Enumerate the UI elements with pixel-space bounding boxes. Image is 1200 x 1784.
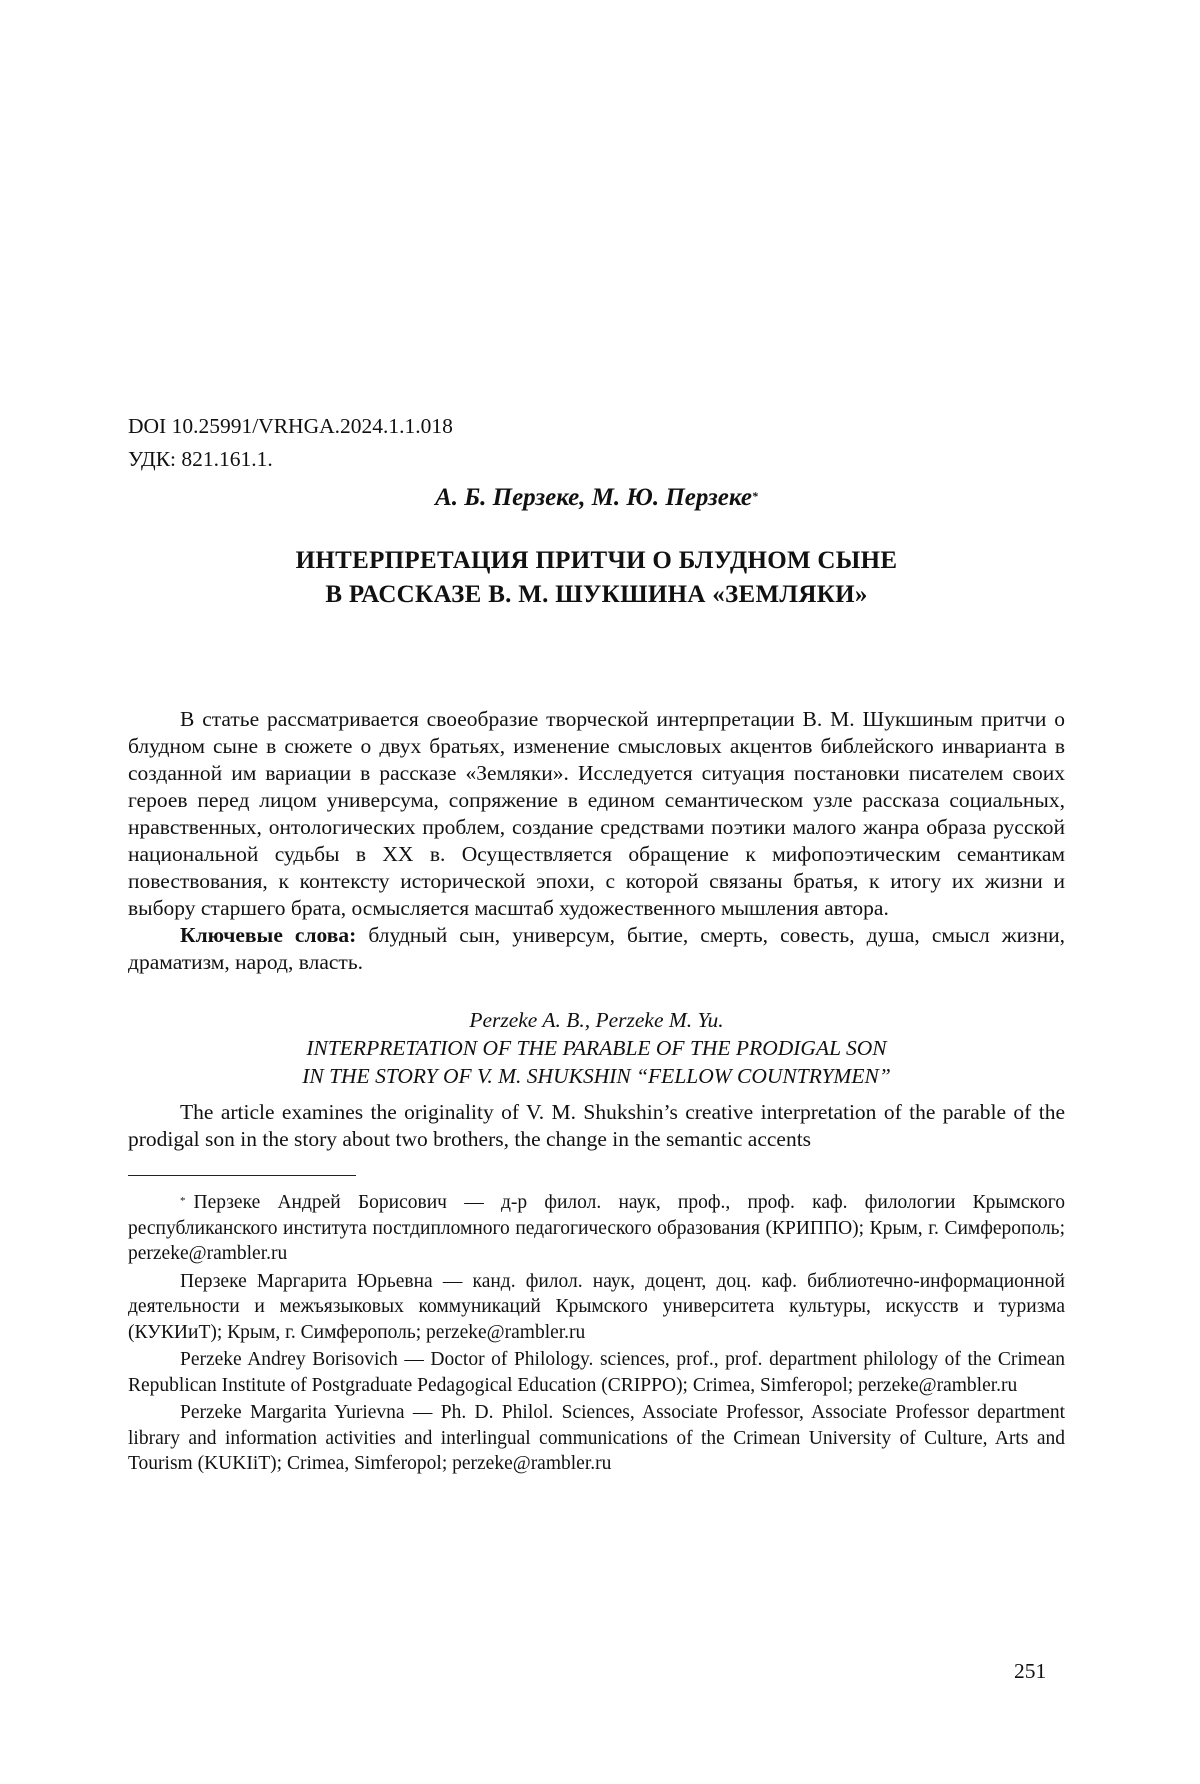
- doi-line: DOI 10.25991/VRHGA.2024.1.1.018: [128, 414, 453, 438]
- abstract-ru-text: В статье рассматривается своеобразие творческой интерпретации В. М. Шукшиным притчи о блудном сыне в сюжете о двух братьях, изменение смысловых акцентов библейского инварианта в созданной им вариации в рассказе «Земляки». Исследуется ситуация постановки писателем своих героев перед лицом универсума, сопряжение в едином семантическом узле рассказа социальных, нравственных, онтологических проблем, создание средствами поэтики малого жанра образа русской национальной судьбы в XX в. Осуществляется обращение к мифопоэтическим семантикам повествования, к контексту исторической эпохи, с которой связаны братья, к итогу их жизни и выбору старшего брата, осмысляется масштаб художественного мышления автора.: [128, 707, 1065, 920]
- footnote-item: [128, 1400, 1065, 1477]
- authors-footnote-mark: *: [751, 489, 758, 503]
- abstract-ru: [128, 706, 1065, 976]
- authors-names: А. Б. Перзеке, М. Ю. Перзеке: [435, 484, 752, 511]
- footnote-mark: *: [180, 1195, 186, 1207]
- footnote-text: Перзеке Маргарита Юрьевна — канд. филол. наук, доцент, доц. каф. библиотечно-информационной деятельности и межъязыковых коммуникаций Крымского университета культуры, искусств и туризма (КУКИиТ); Крым, г. Симферополь; perzeke@rambler.ru: [128, 1270, 1065, 1343]
- english-title-line-2: IN THE STORY OF V. M. SHUKSHIN “FELLOW COUNTRYMEN”: [302, 1064, 891, 1088]
- keywords-text: блудный сын, универсум, бытие, смерть, совесть, душа, смысл жизни, драматизм, народ, власть.: [128, 923, 1065, 974]
- english-authors: Perzeke A. B., Perzeke M. Yu.: [469, 1008, 724, 1032]
- footnotes: [128, 1190, 1065, 1477]
- footnote-item: [128, 1190, 1065, 1267]
- page-number: 251: [1014, 1659, 1047, 1683]
- footnote-text: Перзеке Андрей Борисович — д-р филол. наук, проф., проф. каф. филологии Крымского республиканского института постдипломного педагогического образования (КРИППО); Крым, г. Симферополь; perzeke@rambler.ru: [128, 1192, 1065, 1264]
- english-title-line-1: INTERPRETATION OF THE PARABLE OF THE PRODIGAL SON: [306, 1036, 887, 1060]
- english-abstract: [128, 1099, 1065, 1153]
- footnote-item: [128, 1347, 1065, 1398]
- title-line-2: В РАССКАЗЕ В. М. ШУКШИНА «ЗЕМЛЯКИ»: [325, 581, 868, 608]
- footnote-text: Perzeke Andrey Borisovich — Doctor of Philology. sciences, prof., prof. department philology of the Crimean Republican Institute of Postgraduate Pedagogical Education (CRIPPO); Crimea, Simferopol; perzeke@rambler.ru: [128, 1349, 1065, 1396]
- authors-line: [128, 482, 1065, 514]
- udk-line: УДК: 821.161.1.: [128, 447, 273, 471]
- footnote-text: Perzeke Margarita Yurievna — Ph. D. Philol. Sciences, Associate Professor, Associate Professor department library and information activities and interlingual communications of the Crimean University of Culture, Arts and Tourism (KUKIiT); Crimea, Simferopol; perzeke@rambler.ru: [128, 1402, 1065, 1474]
- keywords-label: Ключевые слова:: [180, 923, 357, 947]
- english-abstract-text: The article examines the originality of V. M. Shukshin’s creative interpretation of the parable of the prodigal son in the story about two brothers, the change in the semantic accents: [128, 1100, 1065, 1151]
- article-title: [128, 544, 1065, 612]
- keywords-paragraph: [128, 922, 1065, 976]
- english-header: [128, 1006, 1065, 1090]
- footnote-divider: [128, 1175, 356, 1176]
- title-line-1: ИНТЕРПРЕТАЦИЯ ПРИТЧИ О БЛУДНОМ СЫНЕ: [295, 547, 898, 574]
- footnote-item: [128, 1269, 1065, 1346]
